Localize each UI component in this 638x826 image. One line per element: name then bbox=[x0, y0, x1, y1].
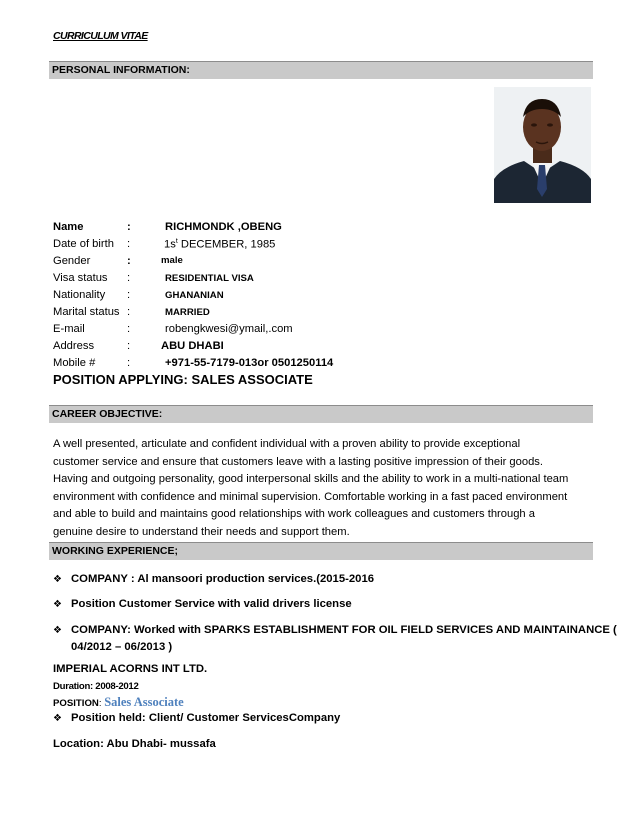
mobile-label: Mobile # bbox=[53, 357, 96, 369]
nationality-value: GHANANIAN bbox=[165, 290, 224, 301]
experience-item: ❖ Position Customer Service with valid drivers license bbox=[53, 598, 352, 610]
gender-colon: : bbox=[127, 255, 131, 267]
objective-line: environment with confidence and minimal supervision. Comfortable working in a fast paced environment bbox=[53, 490, 568, 503]
email-value: robengkwesi@ymail,.com bbox=[165, 323, 293, 335]
mobile-colon: : bbox=[127, 357, 131, 369]
name-colon: : bbox=[127, 221, 131, 233]
mobile-value: +971-55-7179-013or 0501250114 bbox=[165, 357, 334, 369]
marital-label: Marital status bbox=[53, 306, 120, 318]
duration: Duration: 2008-2012 bbox=[53, 681, 139, 692]
marital-value: MARRIED bbox=[165, 307, 210, 318]
objective-line: and able to build and maintains good relationships with work colleagues and customers through a bbox=[53, 508, 535, 521]
experience-item: ❖ COMPANY : Al mansoori production services.(2015-2016 bbox=[53, 573, 375, 585]
visa-label: Visa status bbox=[53, 272, 108, 284]
company-name: IMPERIAL ACORNS INT LTD. bbox=[53, 663, 208, 675]
position-label: POSITION bbox=[53, 698, 99, 709]
name-value: RICHMONDK ,OBENG bbox=[165, 221, 282, 233]
section-title-experience: WORKING EXPERIENCE; bbox=[52, 545, 179, 557]
objective-line: genuine desire to understand their needs and support them. bbox=[53, 525, 350, 538]
objective-line: customer service and ensure that customers leave with a lasting positive impression of their goods. bbox=[53, 455, 543, 468]
diamond-bullet-icon: ❖ bbox=[53, 599, 62, 610]
gender-value: male bbox=[161, 255, 183, 266]
dob-colon: : bbox=[127, 238, 131, 250]
experience-item-continuation: 04/2012 – 06/2013 ) bbox=[71, 641, 173, 653]
career-objective-text bbox=[53, 436, 593, 542]
position-heading: POSITION APPLYING: SALES ASSOCIATE bbox=[53, 372, 313, 387]
email-label: E-mail bbox=[53, 323, 85, 335]
marital-colon: : bbox=[127, 306, 131, 318]
section-bar-personal bbox=[49, 61, 593, 79]
experience-item: ❖ COMPANY: Worked with SPARKS ESTABLISHMENT FOR OIL FIELD SERVICES AND MAINTAINANCE ( bbox=[53, 624, 617, 636]
name-label: Name bbox=[53, 221, 84, 233]
diamond-bullet-icon: ❖ bbox=[53, 713, 62, 724]
profile-photo bbox=[494, 87, 591, 203]
nationality-label: Nationality bbox=[53, 289, 106, 301]
email-colon: : bbox=[127, 323, 131, 335]
position-value: Sales Associate bbox=[104, 695, 184, 709]
section-title-personal: PERSONAL INFORMATION: bbox=[52, 64, 190, 76]
visa-colon: : bbox=[127, 272, 131, 284]
address-value: ABU DHABI bbox=[161, 340, 224, 352]
dob-label: Date of birth bbox=[53, 238, 114, 250]
objective-line: A well presented, articulate and confident individual with a proven ability to provide exceptional bbox=[53, 438, 521, 450]
address-colon: : bbox=[127, 340, 131, 352]
objective-line: Having and outgoing personality, good interpersonal skills and the ability to work in a multi-national team bbox=[53, 473, 569, 486]
experience-item: ❖ Position held: Client/ Customer ServicesCompany bbox=[53, 712, 341, 724]
position-line bbox=[53, 695, 184, 710]
address-label: Address bbox=[53, 340, 95, 352]
nationality-colon: : bbox=[127, 289, 131, 301]
gender-label: Gender bbox=[53, 255, 91, 267]
position-separator: : bbox=[98, 698, 105, 709]
visa-value: RESIDENTIAL VISA bbox=[165, 273, 254, 284]
diamond-bullet-icon: ❖ bbox=[53, 625, 62, 636]
dob-value: $1s^t$ DECEMBER, 1985 bbox=[164, 238, 276, 251]
diamond-bullet-icon: ❖ bbox=[53, 574, 62, 585]
portrait-image bbox=[494, 87, 591, 203]
document-title: CURRICULUM VITAE bbox=[53, 30, 148, 42]
section-bar-experience bbox=[49, 542, 593, 560]
section-bar-career bbox=[49, 405, 593, 423]
location: Location: Abu Dhabi- mussafa bbox=[53, 738, 216, 750]
section-title-career: CAREER OBJECTIVE: bbox=[52, 408, 163, 420]
